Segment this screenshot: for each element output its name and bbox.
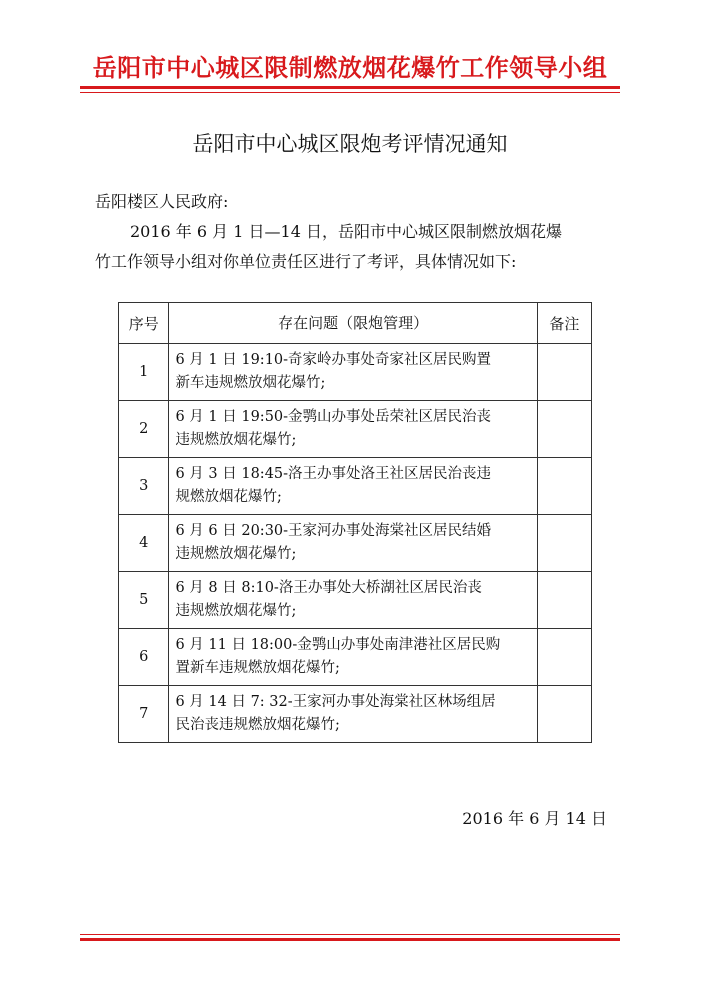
footer-rule-thin xyxy=(80,934,620,935)
table-row xyxy=(119,401,592,458)
row-issue xyxy=(169,401,537,458)
row-issue xyxy=(169,458,537,515)
row-serial: 1 xyxy=(119,344,169,401)
row-issue xyxy=(169,572,537,629)
row-serial: 7 xyxy=(119,686,169,743)
row-issue xyxy=(169,629,537,686)
letterhead-rule-thick xyxy=(80,86,620,89)
issue-line-1: 6 月 8 日 8:10-洛王办事处大桥湖社区居民治丧 xyxy=(175,580,482,596)
row-serial: 3 xyxy=(119,458,169,515)
letterhead-rule-thin xyxy=(80,92,620,93)
row-issue xyxy=(169,515,537,572)
header-serial: 序号 xyxy=(119,303,169,344)
table-row xyxy=(119,686,592,743)
row-issue xyxy=(169,344,537,401)
issue-line-2: 置新车违规燃放烟花爆竹; xyxy=(175,660,340,676)
row-remark xyxy=(537,344,591,401)
footer-rule-thick xyxy=(80,938,620,941)
table-row xyxy=(119,629,592,686)
issue-line-2: 民治丧违规燃放烟花爆竹; xyxy=(175,717,340,733)
table-header-row xyxy=(119,303,592,344)
row-remark xyxy=(537,629,591,686)
addressee: 岳阳楼区人民政府: xyxy=(95,192,229,211)
issue-line-1: 6 月 1 日 19:50-金鹗山办事处岳荣社区居民治丧 xyxy=(175,409,492,425)
issue-line-2: 违规燃放烟花爆竹; xyxy=(175,432,297,448)
document-title: 岳阳市中心城区限炮考评情况通知 xyxy=(192,132,508,156)
row-serial: 6 xyxy=(119,629,169,686)
issue-line-2: 新车违规燃放烟花爆竹; xyxy=(175,375,326,391)
body-line-2: 竹工作领导小组对你单位责任区进行了考评，具体情况如下: xyxy=(95,252,517,271)
table-row xyxy=(119,572,592,629)
row-serial: 2 xyxy=(119,401,169,458)
issue-line-2: 规燃放烟花爆竹; xyxy=(175,489,282,505)
issue-line-1: 6 月 3 日 18:45-洛王办事处洛王社区居民治丧违 xyxy=(175,466,492,482)
issue-line-2: 违规燃放烟花爆竹; xyxy=(175,546,297,562)
row-remark xyxy=(537,572,591,629)
row-remark xyxy=(537,686,591,743)
row-remark xyxy=(537,515,591,572)
row-serial: 5 xyxy=(119,572,169,629)
evaluation-table xyxy=(118,302,592,743)
letterhead-title: 岳阳市中心城区限制燃放烟花爆竹工作领导小组 xyxy=(92,53,608,82)
header-issue: 存在问题（限炮管理） xyxy=(169,303,537,344)
issue-line-1: 6 月 6 日 20:30-王家河办事处海棠社区居民结婚 xyxy=(175,523,492,539)
row-remark xyxy=(537,401,591,458)
body-line-1: 2016 年 6 月 1 日—14 日，岳阳市中心城区限制燃放烟花爆 xyxy=(130,222,562,241)
issue-line-1: 6 月 14 日 7: 32-王家河办事处海棠社区林场组居 xyxy=(175,694,496,710)
issue-date: 2016 年 6 月 14 日 xyxy=(462,809,607,828)
row-serial: 4 xyxy=(119,515,169,572)
table-row xyxy=(119,458,592,515)
issue-line-1: 6 月 11 日 18:00-金鹗山办事处南津港社区居民购 xyxy=(175,637,501,653)
issue-line-2: 违规燃放烟花爆竹; xyxy=(175,603,297,619)
table-row xyxy=(119,344,592,401)
row-remark xyxy=(537,458,591,515)
header-remark: 备注 xyxy=(537,303,591,344)
row-issue xyxy=(169,686,537,743)
table-row xyxy=(119,515,592,572)
issue-line-1: 6 月 1 日 19:10-奇家岭办事处奇家社区居民购置 xyxy=(175,352,492,368)
